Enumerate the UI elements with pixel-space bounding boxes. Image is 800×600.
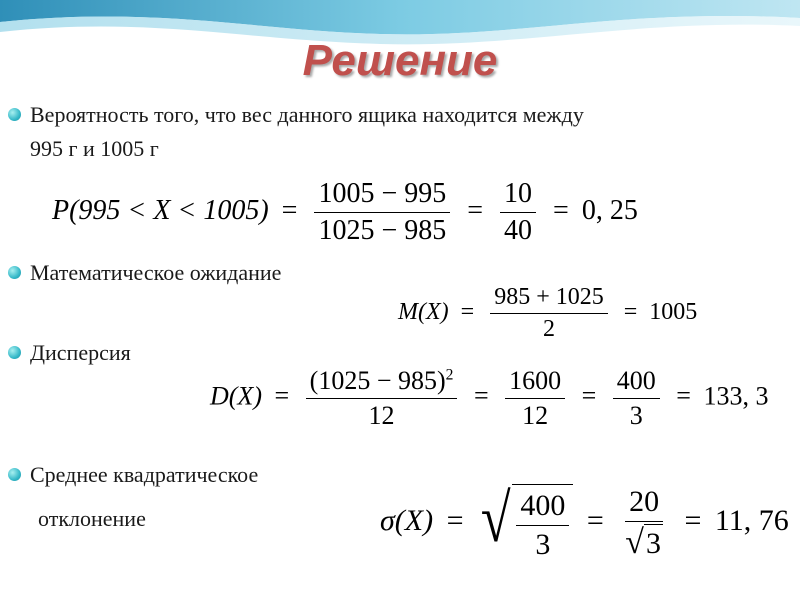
probability-result: 0, 25 [581,194,638,226]
probability-text-line2: 995 г и 1005 г [30,136,159,161]
variance-frac1-num: (1025 − 985) [309,366,446,395]
bullet-icon [8,266,21,279]
probability-frac2-den: 40 [504,215,533,246]
variance-frac3-den: 3 [629,401,643,430]
bullet-icon [8,108,21,121]
std-label-line1: Среднее квадратическое [30,462,259,487]
bullet-icon [8,468,21,481]
std-frac-den-rad: 3 [644,524,663,561]
expectation-num: 985 + 1025 [490,284,608,314]
expectation-result: 1005 [649,299,698,326]
variance-label: Дисперсия [30,340,131,365]
variance-frac2-num: 1600 [505,366,565,399]
variance-formula: D(X) = $\frac{(1025 - 985)^2}{12}$ = $\frac{1600}{12}$ = $\frac{400}{3}$ = 133, 3 [210,366,769,430]
std-result: 11, 76 [714,503,789,537]
probability-frac2-num: 10 [500,178,536,213]
expectation-den: 2 [542,316,555,342]
probability-lhs: P(995 < X < 1005) [52,194,269,226]
std-lhs: σ(X) [380,503,434,537]
variance-frac2-den: 12 [522,401,549,430]
variance-frac3-num: 400 [613,366,660,399]
std-sqrt-den: 3 [535,528,551,561]
std-formula: σ(X) = √ $\frac{400}{3}$ = 20 √ 3 = 11, 76 [380,480,789,561]
bullet-icon [8,346,21,359]
variance-frac1-exp: 2 [445,366,454,384]
variance-frac1-den: 12 [368,401,395,430]
std-frac-num: 20 [625,485,663,522]
sqrt-sign: √ $\frac{400}{3}$ [477,484,573,562]
expectation-label: Математическое ожидание [30,260,282,285]
expectation-formula: M(X) = $\frac{985 + 1025}{2}$ = 1005 [398,284,698,342]
page-title: Решение [302,36,498,85]
probability-frac1-den: 1025 − 985 [318,215,447,246]
variance-result: 133, 3 [703,381,769,411]
variance-lhs: D(X) [210,381,262,411]
probability-text-line1: Вероятность того, что вес данного ящика находится между [30,102,584,127]
std-label-line2: отклонение [38,506,146,531]
probability-formula: P(995 < X < 1005) = $\frac{1005 - 995}{1025 - 985}$ = $\frac{10}{40}$ = 0, 25 [52,178,638,246]
probability-frac1-num: 1005 − 995 [314,178,450,213]
std-sqrt-num: 400 [516,489,569,526]
expectation-lhs: M(X) [398,299,449,326]
